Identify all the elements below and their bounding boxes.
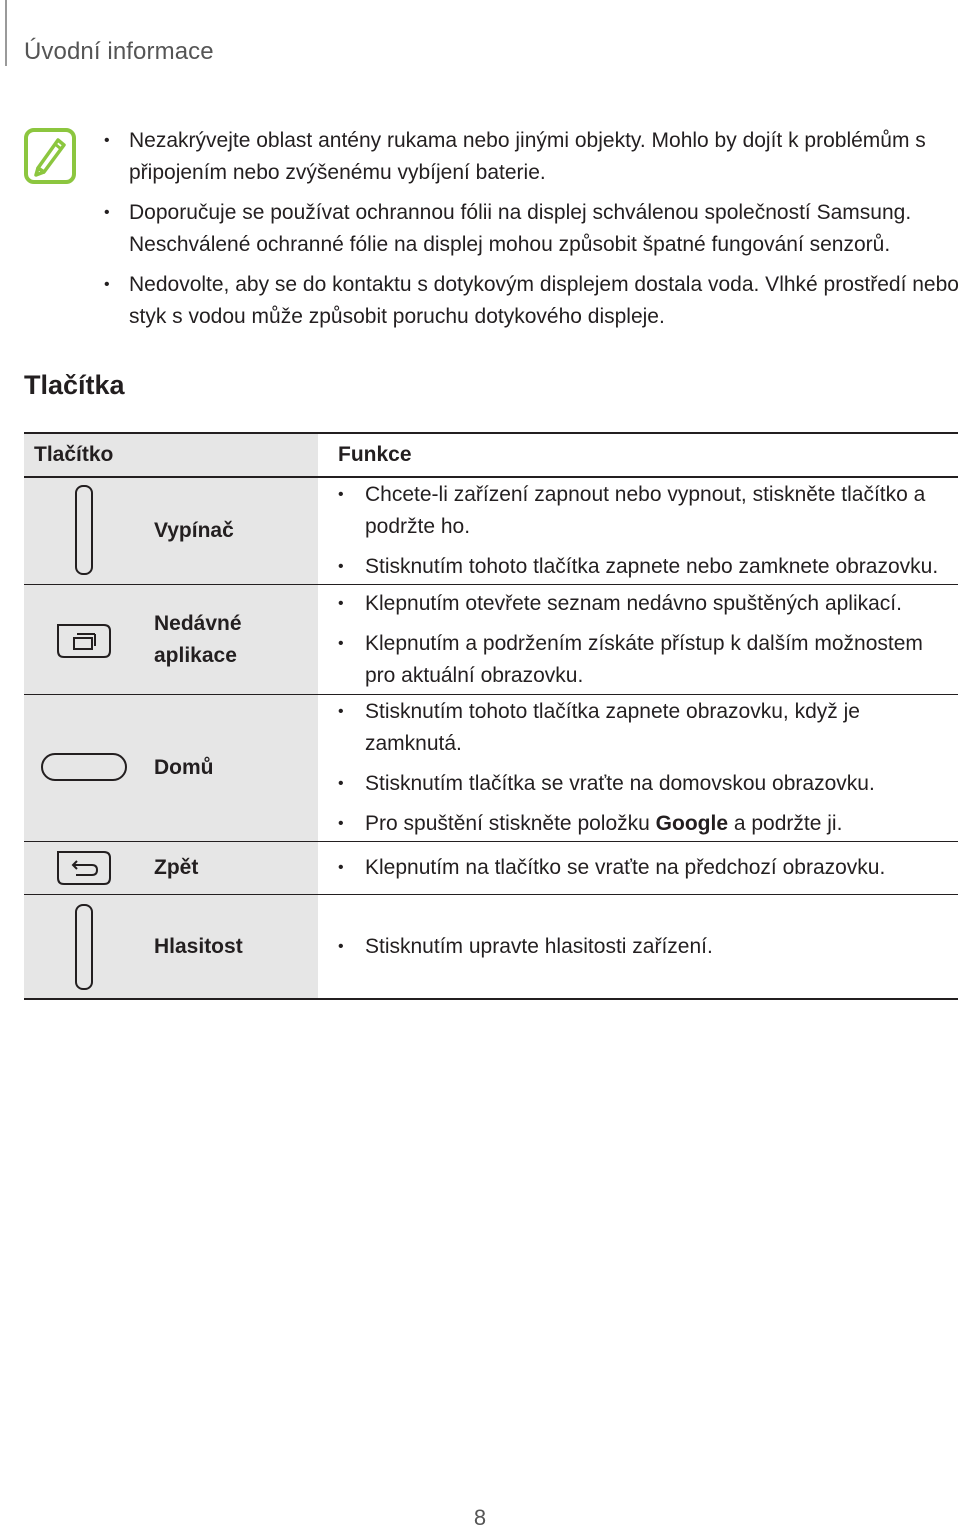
note-list <box>100 125 960 341</box>
section-title: Tlačítka <box>24 370 125 400</box>
function-item: • Stisknutím tohoto tlačítka zapnete nebo zamknete obrazovku. <box>338 555 939 578</box>
table-row <box>24 585 958 695</box>
function-item: • Klepnutím otevřete seznam nedávno spuštěných aplikací. <box>338 591 902 615</box>
button-name: Vypínač <box>144 478 318 584</box>
note-item: • Nezakrývejte oblast antény rukama nebo jinými objekty. Mohlo by dojít k problémům s připojením nebo zvýšenému vybíjení baterie. <box>104 129 926 184</box>
table-header <box>24 432 958 478</box>
function-list <box>318 895 958 998</box>
table-row <box>24 695 958 841</box>
note-pencil-icon <box>24 128 76 184</box>
header-button: Tlačítko <box>24 434 318 476</box>
table-row <box>24 895 958 1000</box>
back-button-icon <box>24 842 144 894</box>
function-list <box>318 478 958 584</box>
button-name: Domů <box>144 695 318 841</box>
section-header: Úvodní informace <box>24 38 214 65</box>
volume-button-icon <box>24 895 144 998</box>
function-item: • Klepnutím a podržením získáte přístup k dalším možnostem pro aktuální obrazovku. <box>338 631 923 687</box>
google-label: Google <box>655 812 729 835</box>
page-corner-line <box>5 0 7 66</box>
home-button-icon <box>24 695 144 841</box>
header-function: Funkce <box>338 443 412 466</box>
buttons-table <box>24 432 958 1000</box>
function-item: • Stisknutím upravte hlasitosti zařízení. <box>338 934 713 958</box>
function-item: • Stisknutím tlačítka se vraťte na domovskou obrazovku. <box>338 772 875 795</box>
function-item: • Chcete-li zařízení zapnout nebo vypnout, stiskněte tlačítko a podržte ho. <box>338 483 926 538</box>
recent-apps-icon <box>24 585 144 694</box>
function-item: • Pro spuštění stiskněte položku Google a podržte ji. <box>338 812 843 835</box>
function-list <box>318 695 958 841</box>
function-list <box>318 842 958 894</box>
button-name: Nedávné aplikace <box>144 585 318 694</box>
table-row <box>24 478 958 585</box>
note-item: • Doporučuje se používat ochrannou fólii na displej schválenou společností Samsung. Neschválené ochranné fólie na displej mohou způsobit špatné fungování senzorů. <box>104 201 912 256</box>
function-list <box>318 585 958 694</box>
page-number: 8 <box>473 1505 487 1530</box>
function-item: • Stisknutím tohoto tlačítka zapnete obrazovku, když je zamknutá. <box>338 700 860 755</box>
power-button-icon <box>24 478 144 584</box>
button-name: Hlasitost <box>144 895 318 998</box>
button-name: Zpět <box>144 842 318 894</box>
note-item: • Nedovolte, aby se do kontaktu s dotykovým displejem dostala voda. Vlhké prostředí nebo styk s vodou může způsobit poruchu dotykového displeje. <box>104 273 959 328</box>
function-item: • Klepnutím na tlačítko se vraťte na předchozí obrazovku. <box>338 856 886 879</box>
table-row <box>24 841 958 895</box>
